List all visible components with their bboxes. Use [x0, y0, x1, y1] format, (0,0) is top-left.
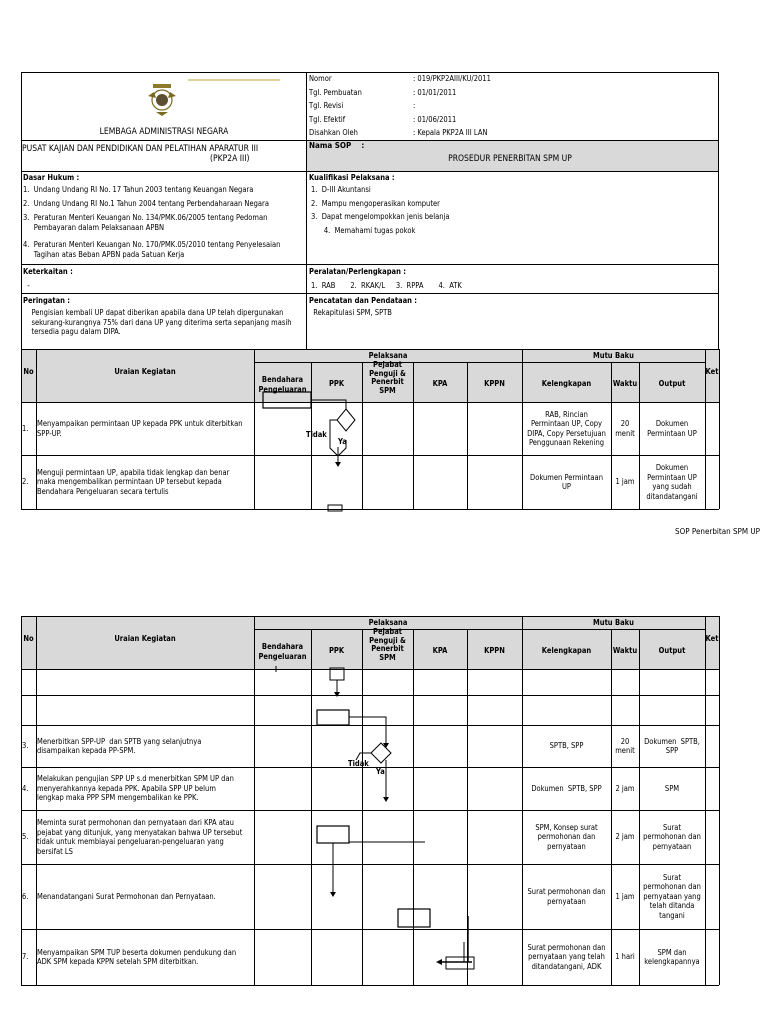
meta-label: Nomor: [309, 74, 332, 83]
table-rule: [639, 669, 640, 695]
meta-value: : 01/06/2011: [413, 114, 457, 124]
keterkaitan-title: Keterkaitan :: [23, 267, 73, 276]
footer-label: SOP Penerbitan SPM UP: [675, 527, 760, 536]
row-output: Surat permohonan dan pernyataan yang telah ditanda tangani: [643, 872, 701, 920]
row-waktu: 20 menit: [615, 419, 635, 438]
header-pelaksana: Pelaksana: [368, 618, 408, 627]
row-no: 6.: [22, 891, 29, 901]
unit-name-line1: PUSAT KAJIAN DAN PENDIDIKAN DAN PELATIHAN APARATUR III: [22, 144, 259, 154]
row-kelengkapan: RAB, Rincian Permintaan UP, Copy DIPA, Copy Persetujuan Penggunaan Rekening: [527, 409, 606, 447]
table-rule: [36, 669, 37, 695]
table-rule: [611, 669, 612, 695]
dasar-hukum-title: Dasar Hukum :: [23, 173, 80, 182]
header-kelengkapan: Kelengkapan: [541, 379, 592, 388]
kualifikasi-item: 3. Dapat mengelompokkan jenis belanja: [311, 212, 450, 221]
row-uraian: Menandatangani Surat Permohonan dan Pernyataan.: [37, 891, 216, 901]
flow-label-tidak: Tidak: [306, 430, 327, 439]
row-waktu: 2 jam: [615, 783, 635, 793]
row-output: Dokumen Permintaan UP yang sudah ditandatangani: [646, 463, 698, 501]
dasar-hukum-item: 3. Peraturan Menteri Keuangan No. 134/PMK.06/2005 tentang Pedoman Pembayaran dalam Pelaksanaan APBN: [23, 213, 268, 232]
row-uraian: Melakukan pengujian SPP UP s.d menerbitkan SPM UP dan menyerahkannya kepada PPK. Apabila SPP UP belum lengkap maka PPP SPM mengembalikan ke PPK.: [37, 774, 234, 803]
table-rule: [36, 695, 37, 725]
sop-label: Nama SOP :: [309, 141, 365, 150]
table-rule: [413, 695, 414, 725]
institution-name: LEMBAGA ADMINISTRASI NEGARA: [99, 127, 229, 137]
row-uraian: Menyampaikan SPM TUP beserta dokumen pendukung dan ADK SPM kepada KPPN setelah SPM diterbitkan.: [37, 947, 237, 966]
row-kelengkapan: SPM, Konsep surat permohonan dan pernyataan: [535, 822, 598, 851]
header-bendahara: Bendahara Pengeluaran: [258, 642, 307, 661]
table-rule: [254, 629, 705, 630]
table-rule: [254, 695, 255, 725]
row-uraian: Meminta surat permohonan dan pernyataan dari KPA atau pejabat yang ditunjuk, yang menyatakan bahwa UP tersebut tidak untuk membiayai pengeluaran-pengeluaran yang bersifat LS: [37, 818, 243, 856]
table-rule: [413, 669, 414, 695]
header-output: Output: [658, 379, 686, 388]
kualifikasi-item: 1. D-III Akuntansi: [311, 185, 371, 194]
table-rule: [467, 695, 468, 725]
row-kelengkapan: SPTB, SPP: [549, 741, 584, 751]
table-rule: [311, 695, 312, 725]
flow-label-ya: Ya: [338, 437, 347, 446]
row-no: 1.: [22, 423, 29, 433]
row-no: 4.: [22, 783, 29, 793]
header-pejabat: Pejabat Penguji & Penerbit SPM: [369, 627, 406, 662]
header-pelaksana: Pelaksana: [368, 351, 408, 360]
row-no: 3.: [22, 741, 29, 750]
table-rule: [705, 695, 706, 725]
row-output: Surat permohonan dan pernyataan: [643, 822, 701, 851]
unit-name-line2: (PKP2A III): [210, 154, 250, 164]
header-no: No: [23, 634, 34, 643]
sop-title: PROSEDUR PENERBITAN SPM UP: [448, 154, 572, 164]
table-rule: [611, 695, 612, 725]
header-ket: Ket: [705, 634, 719, 643]
table-rule: [21, 725, 22, 985]
row-output: Dokumen SPTB, SPP: [644, 736, 700, 755]
header-kpa: KPA: [432, 646, 448, 655]
header-mutu-baku: Mutu Baku: [593, 618, 634, 627]
header-waktu: Waktu: [612, 379, 638, 388]
table-rule: [639, 695, 640, 725]
header-kelengkapan: Kelengkapan: [541, 646, 592, 655]
table-rule: [413, 725, 414, 985]
table-rule: [21, 725, 719, 726]
row-output: Dokumen Permintaan UP: [647, 419, 697, 438]
meta-value: : 019/PKP2AIII/KU/2011: [413, 74, 491, 83]
row-waktu: 20 menit: [615, 736, 635, 755]
dasar-hukum-item: 1. Undang Undang RI No. 17 Tahun 2003 tentang Keuangan Negara: [23, 185, 254, 194]
peralatan-value: 1. RAB 2. RKAK/L 3. RPPA 4. ATK: [311, 281, 462, 290]
meta-label: Tgl. Pembuatan: [309, 87, 362, 97]
peringatan-value: Pengisian kembali UP dapat diberikan apabila dana UP telah dipergunakan sekurang-kurangnya 75% dari dana UP yang diterima serta sepanjang masih tersedia pagu dalam DIPA.: [31, 308, 292, 336]
table-rule: [522, 669, 523, 695]
table-rule: [254, 725, 255, 985]
row-uraian: Menyampaikan permintaan UP kepada PPK untuk diterbitkan SPP-UP.: [37, 419, 243, 438]
row-uraian: Menerbitkan SPP-UP dan SPTB yang selanjutnya disampaikan kepada PP-SPM.: [37, 736, 202, 755]
row-waktu: 2 jam: [615, 832, 635, 842]
kualifikasi-title: Kualifikasi Pelaksana :: [309, 173, 395, 182]
header-uraian: Uraian Kegiatan: [114, 367, 176, 376]
row-kelengkapan: Dokumen Permintaan UP: [530, 472, 603, 491]
meta-label: Tgl. Revisi: [309, 101, 344, 110]
table-rule: [21, 616, 719, 617]
table-rule: [21, 669, 22, 695]
table-rule: [719, 669, 720, 695]
table-rule: [522, 695, 523, 725]
peringatan-title: Peringatan :: [23, 296, 70, 305]
header-no: No: [23, 367, 34, 376]
table-rule: [311, 725, 312, 985]
dasar-hukum-item: 2. Undang Undang RI No.1 Tahun 2004 tentang Perbendaharaan Negara: [23, 199, 269, 208]
header-output: Output: [658, 646, 686, 655]
table-rule: [705, 725, 706, 985]
table-rule: [21, 985, 719, 986]
meta-value: :: [413, 101, 416, 110]
dasar-hukum-item: 4. Peraturan Menteri Keuangan No. 170/PMK.05/2010 tentang Penyelesaian Tagihan atas Beban APBN pada Satuan Kerja: [23, 240, 281, 259]
row-no: 7.: [22, 952, 29, 961]
table-rule: [705, 669, 706, 695]
table-rule: [21, 929, 719, 930]
kualifikasi-item: 4. Memahami tugas pokok: [311, 226, 416, 235]
keterkaitan-value: -: [23, 281, 30, 290]
flow-label-ya-2: Ya: [376, 767, 385, 776]
row-kelengkapan: Dokumen SPTB, SPP: [531, 783, 602, 793]
kualifikasi-item: 2. Mampu mengoperasikan komputer: [311, 199, 440, 208]
flow-label-tidak-2: Tidak: [348, 759, 369, 768]
table-rule: [21, 695, 22, 725]
row-kelengkapan: Surat permohonan dan pernyataan: [527, 887, 606, 906]
row-kelengkapan: Surat permohonan dan pernyataan yang telah ditandatangani, ADK: [527, 942, 606, 971]
table-rule: [311, 669, 312, 695]
table-rule: [719, 725, 720, 985]
header-waktu: Waktu: [612, 646, 638, 655]
header-uraian: Uraian Kegiatan: [114, 634, 176, 643]
header-ppk: PPK: [328, 379, 345, 388]
table-rule: [639, 725, 640, 985]
row-waktu: 1 hari: [615, 952, 635, 962]
row-no: 2.: [22, 477, 29, 486]
meta-value: : 01/01/2011: [413, 87, 457, 97]
table-rule: [21, 695, 719, 696]
meta-label: Disahkan Oleh: [309, 128, 358, 137]
row-output: SPM: [664, 783, 680, 793]
row-output: SPM dan kelengkapannya: [644, 947, 700, 966]
header-kppn: KPPN: [484, 379, 505, 388]
pencatatan-value: Rekapitulasi SPM, SPTB: [309, 308, 392, 317]
table-rule: [21, 669, 719, 670]
table-rule: [467, 669, 468, 695]
row-waktu: 1 jam: [615, 891, 635, 901]
table-rule: [254, 669, 255, 695]
table-rule: [719, 616, 720, 669]
table-rule: [362, 695, 363, 725]
header-pejabat: Pejabat Penguji & Penerbit SPM: [369, 360, 406, 395]
peralatan-title: Peralatan/Perlengkapan :: [309, 267, 406, 276]
header-kpa: KPA: [432, 379, 448, 388]
row-uraian: Menguji permintaan UP, apabila tidak lengkap dan benar maka mengembalikan permintaan UP tersebut kepada Bendahara Pengeluaran secara tertulis: [37, 467, 230, 496]
table-rule: [611, 725, 612, 985]
table-rule: [362, 669, 363, 695]
table-rule: [719, 695, 720, 725]
table-rule: [21, 810, 719, 811]
header-ppk: PPK: [328, 646, 345, 655]
row-waktu: 1 jam: [615, 477, 635, 487]
pencatatan-title: Pencatatan dan Pendataan :: [309, 296, 418, 305]
meta-label: Tgl. Efektif: [309, 114, 346, 124]
table-rule: [467, 725, 468, 985]
header-bendahara: Bendahara Pengeluaran: [258, 375, 307, 394]
row-no: 5.: [22, 832, 29, 841]
table-rule: [21, 864, 719, 865]
header-mutu-baku: Mutu Baku: [593, 351, 634, 360]
meta-value: : Kepala PKP2A III LAN: [413, 128, 488, 137]
header-ket: Ket: [705, 367, 719, 376]
header-kppn: KPPN: [484, 646, 505, 655]
